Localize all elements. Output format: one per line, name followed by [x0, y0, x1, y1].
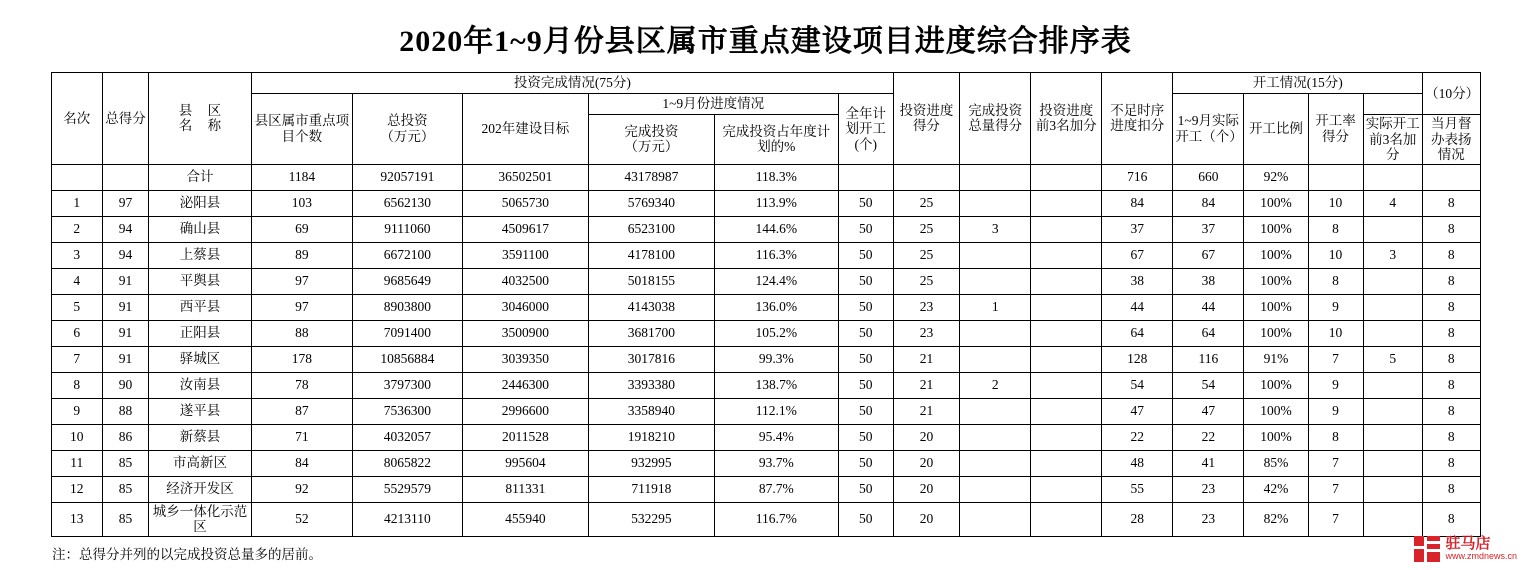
cell-total-invest: 7091400 [352, 320, 462, 346]
cell-target-2020: 5065730 [462, 190, 588, 216]
cell-progress-score: 50 [838, 502, 893, 536]
cell-rank: 8 [51, 372, 103, 398]
cell-supervision: 8 [1423, 398, 1480, 424]
cell-start-top3-bonus [1363, 216, 1423, 242]
cell-start-rate-score: 10 [1308, 320, 1363, 346]
cell-progress-score: 50 [838, 372, 893, 398]
cell-total-invest: 8065822 [352, 450, 462, 476]
cell-target-2020: 2446300 [462, 372, 588, 398]
cell-county: 确山县 [148, 216, 251, 242]
cell-start-top3-bonus: 4 [1363, 190, 1423, 216]
cell-total-score: 85 [103, 450, 149, 476]
cell-target-2020: 811331 [462, 476, 588, 502]
cell-target-2020: 3046000 [462, 294, 588, 320]
cell-plan-year: 28 [1102, 502, 1173, 536]
cell-done-pct: 138.7% [714, 372, 838, 398]
cell-supervision: 8 [1423, 216, 1480, 242]
cell-county: 遂平县 [148, 398, 251, 424]
group-extra-score: （10分） [1423, 73, 1480, 115]
cell-supervision: 8 [1423, 424, 1480, 450]
watermark [1414, 536, 1517, 562]
col-start-pct: 开工比例 [1244, 94, 1308, 165]
cell-total-score: 91 [103, 320, 149, 346]
cell-start-rate-score: 9 [1308, 294, 1363, 320]
cell-progress-score: 50 [838, 268, 893, 294]
cell-target-2020: 4032500 [462, 268, 588, 294]
cell-total-score: 85 [103, 476, 149, 502]
cell-progress-score: 50 [838, 424, 893, 450]
table-row [51, 346, 1480, 372]
watermark-url: www.zmdnews.cn [1445, 551, 1517, 562]
zmd-logo-icon [1414, 536, 1440, 562]
group-invest-completion: 投资完成情况(75分) [252, 73, 894, 94]
cell-rank: 12 [51, 476, 103, 502]
table-row [51, 164, 1480, 190]
cell-total-invest: 4032057 [352, 424, 462, 450]
cell-done-pct: 95.4% [714, 424, 838, 450]
cell-done-invest: 932995 [588, 450, 714, 476]
col-volume-score: 完成投资总量得分 [960, 73, 1031, 165]
cell-top3-bonus [960, 242, 1031, 268]
cell-deduction [1031, 346, 1102, 372]
cell-county: 西平县 [148, 294, 251, 320]
cell-deduction [1031, 320, 1102, 346]
cell-plan-year: 48 [1102, 450, 1173, 476]
cell-plan-year: 47 [1102, 398, 1173, 424]
cell-target-2020: 2011528 [462, 424, 588, 450]
cell-top3-bonus [960, 476, 1031, 502]
col-county-name: 县 区 名 称 [148, 73, 251, 165]
cell-progress-score: 50 [838, 346, 893, 372]
cell-done-invest: 43178987 [588, 164, 714, 190]
cell-done-invest: 4143038 [588, 294, 714, 320]
table-note: 注：总得分并列的以完成投资总量多的居前。 [52, 546, 322, 562]
cell-progress-score [838, 164, 893, 190]
cell-total-invest: 6562130 [352, 190, 462, 216]
cell-supervision: 8 [1423, 476, 1480, 502]
cell-plan-year: 128 [1102, 346, 1173, 372]
cell-start-pct: 91% [1244, 346, 1308, 372]
cell-deduction [1031, 216, 1102, 242]
cell-done-pct: 93.7% [714, 450, 838, 476]
cell-done-invest: 5018155 [588, 268, 714, 294]
cell-actual-start: 23 [1173, 476, 1244, 502]
cell-volume-score: 20 [893, 476, 959, 502]
cell-deduction [1031, 242, 1102, 268]
cell-rank: 3 [51, 242, 103, 268]
cell-start-pct: 100% [1244, 424, 1308, 450]
table-row [51, 450, 1480, 476]
cell-deduction [1031, 190, 1102, 216]
cell-top3-bonus [960, 190, 1031, 216]
table-row [51, 372, 1480, 398]
cell-county: 泌阳县 [148, 190, 251, 216]
cell-start-top3-bonus [1363, 294, 1423, 320]
cell-county: 正阳县 [148, 320, 251, 346]
cell-plan-year: 54 [1102, 372, 1173, 398]
table-row [51, 190, 1480, 216]
page-title: 2020年1~9月份县区属市重点建设项目进度综合排序表 [399, 25, 1132, 58]
table-row [51, 268, 1480, 294]
project-progress-table [51, 72, 1481, 537]
cell-rank [51, 164, 103, 190]
cell-top3-bonus [960, 502, 1031, 536]
cell-proj-count: 71 [252, 424, 353, 450]
cell-progress-score: 50 [838, 320, 893, 346]
cell-volume-score: 23 [893, 320, 959, 346]
cell-deduction [1031, 502, 1102, 536]
cell-total-invest: 7536300 [352, 398, 462, 424]
cell-supervision: 8 [1423, 346, 1480, 372]
cell-rank: 6 [51, 320, 103, 346]
col-done-invest: 完成投资 （万元） [588, 115, 714, 165]
cell-proj-count: 78 [252, 372, 353, 398]
cell-deduction [1031, 476, 1102, 502]
cell-actual-start: 47 [1173, 398, 1244, 424]
cell-county: 城乡一体化示范区 [148, 502, 251, 536]
cell-proj-count: 178 [252, 346, 353, 372]
cell-total-invest: 5529579 [352, 476, 462, 502]
cell-volume-score: 25 [893, 242, 959, 268]
cell-plan-year: 67 [1102, 242, 1173, 268]
cell-volume-score: 20 [893, 424, 959, 450]
cell-start-top3-bonus [1363, 476, 1423, 502]
group-start-situation: 开工情况(15分) [1173, 73, 1423, 94]
cell-start-pct: 100% [1244, 294, 1308, 320]
cell-county: 汝南县 [148, 372, 251, 398]
cell-total-score: 88 [103, 398, 149, 424]
cell-actual-start: 660 [1173, 164, 1244, 190]
table-row [51, 242, 1480, 268]
cell-done-pct: 124.4% [714, 268, 838, 294]
col-done-pct: 完成投资占年度计划的% [714, 115, 838, 165]
col-total-score: 总得分 [103, 73, 149, 165]
cell-progress-score: 50 [838, 294, 893, 320]
cell-plan-year: 84 [1102, 190, 1173, 216]
cell-rank: 13 [51, 502, 103, 536]
cell-total-score: 94 [103, 242, 149, 268]
cell-actual-start: 22 [1173, 424, 1244, 450]
cell-done-invest: 532295 [588, 502, 714, 536]
cell-plan-year: 22 [1102, 424, 1173, 450]
cell-top3-bonus: 2 [960, 372, 1031, 398]
cell-start-rate-score: 7 [1308, 450, 1363, 476]
cell-volume-score: 23 [893, 294, 959, 320]
cell-deduction [1031, 294, 1102, 320]
cell-supervision [1423, 164, 1480, 190]
col-project-count: 县区属市重点项目个数 [252, 94, 353, 165]
cell-proj-count: 84 [252, 450, 353, 476]
cell-total-invest: 4213110 [352, 502, 462, 536]
cell-total-invest: 10856884 [352, 346, 462, 372]
cell-done-invest: 3681700 [588, 320, 714, 346]
cell-start-top3-bonus [1363, 164, 1423, 190]
cell-rank: 5 [51, 294, 103, 320]
cell-total-score: 97 [103, 190, 149, 216]
cell-plan-year: 38 [1102, 268, 1173, 294]
cell-rank: 11 [51, 450, 103, 476]
cell-proj-count: 103 [252, 190, 353, 216]
cell-progress-score: 50 [838, 190, 893, 216]
cell-volume-score: 25 [893, 190, 959, 216]
cell-volume-score: 25 [893, 216, 959, 242]
group-progress-sub: 1~9月份进度情况 [588, 94, 838, 115]
cell-supervision: 8 [1423, 294, 1480, 320]
cell-total-invest: 6672100 [352, 242, 462, 268]
cell-county: 市高新区 [148, 450, 251, 476]
cell-plan-year: 44 [1102, 294, 1173, 320]
cell-target-2020: 3500900 [462, 320, 588, 346]
cell-county: 合计 [148, 164, 251, 190]
cell-start-rate-score: 10 [1308, 190, 1363, 216]
cell-done-invest: 6523100 [588, 216, 714, 242]
cell-top3-bonus [960, 450, 1031, 476]
cell-proj-count: 97 [252, 294, 353, 320]
cell-total-score [103, 164, 149, 190]
cell-supervision: 8 [1423, 190, 1480, 216]
cell-start-top3-bonus [1363, 502, 1423, 536]
cell-done-pct: 144.6% [714, 216, 838, 242]
cell-done-invest: 4178100 [588, 242, 714, 268]
cell-actual-start: 23 [1173, 502, 1244, 536]
cell-done-pct: 87.7% [714, 476, 838, 502]
cell-total-score: 91 [103, 268, 149, 294]
cell-rank: 10 [51, 424, 103, 450]
cell-proj-count: 69 [252, 216, 353, 242]
cell-done-invest: 1918210 [588, 424, 714, 450]
cell-proj-count: 97 [252, 268, 353, 294]
cell-actual-start: 41 [1173, 450, 1244, 476]
cell-actual-start: 44 [1173, 294, 1244, 320]
cell-total-invest: 8903800 [352, 294, 462, 320]
cell-start-top3-bonus [1363, 424, 1423, 450]
cell-actual-start: 37 [1173, 216, 1244, 242]
cell-start-top3-bonus [1363, 372, 1423, 398]
cell-county: 驿城区 [148, 346, 251, 372]
cell-top3-bonus: 1 [960, 294, 1031, 320]
cell-plan-year: 55 [1102, 476, 1173, 502]
cell-top3-bonus [960, 346, 1031, 372]
cell-start-pct: 100% [1244, 268, 1308, 294]
col-start-top3-bonus: 实际开工前3名加分 [1363, 115, 1423, 165]
cell-actual-start: 64 [1173, 320, 1244, 346]
cell-start-top3-bonus [1363, 268, 1423, 294]
header-group-row [51, 73, 1480, 94]
cell-total-score: 85 [103, 502, 149, 536]
cell-volume-score [893, 164, 959, 190]
cell-target-2020: 36502501 [462, 164, 588, 190]
cell-start-rate-score: 10 [1308, 242, 1363, 268]
cell-start-top3-bonus: 3 [1363, 242, 1423, 268]
cell-target-2020: 3591100 [462, 242, 588, 268]
cell-top3-bonus [960, 398, 1031, 424]
cell-supervision: 8 [1423, 502, 1480, 536]
cell-top3-bonus [960, 164, 1031, 190]
cell-start-pct: 92% [1244, 164, 1308, 190]
cell-volume-score: 21 [893, 346, 959, 372]
cell-start-pct: 100% [1244, 190, 1308, 216]
cell-target-2020: 455940 [462, 502, 588, 536]
cell-start-pct: 100% [1244, 242, 1308, 268]
cell-done-pct: 99.3% [714, 346, 838, 372]
cell-proj-count: 88 [252, 320, 353, 346]
cell-start-top3-bonus [1363, 320, 1423, 346]
cell-start-pct: 100% [1244, 372, 1308, 398]
cell-done-invest: 3017816 [588, 346, 714, 372]
table-row [51, 476, 1480, 502]
col-target-2020: 202年建设目标 [462, 94, 588, 165]
col-supervision: 当月督办表扬情况 [1423, 115, 1480, 165]
cell-plan-year: 37 [1102, 216, 1173, 242]
cell-deduction [1031, 398, 1102, 424]
cell-county: 经济开发区 [148, 476, 251, 502]
cell-total-score: 91 [103, 294, 149, 320]
cell-total-score: 94 [103, 216, 149, 242]
cell-deduction [1031, 268, 1102, 294]
cell-top3-bonus [960, 320, 1031, 346]
cell-top3-bonus [960, 268, 1031, 294]
cell-done-pct: 105.2% [714, 320, 838, 346]
cell-done-pct: 136.0% [714, 294, 838, 320]
cell-start-rate-score: 7 [1308, 502, 1363, 536]
cell-proj-count: 87 [252, 398, 353, 424]
col-deduction: 不足时序进度扣分 [1102, 73, 1173, 165]
cell-proj-count: 92 [252, 476, 353, 502]
table-row [51, 294, 1480, 320]
cell-rank: 2 [51, 216, 103, 242]
cell-supervision: 8 [1423, 268, 1480, 294]
cell-county: 新蔡县 [148, 424, 251, 450]
cell-actual-start: 54 [1173, 372, 1244, 398]
cell-done-invest: 5769340 [588, 190, 714, 216]
cell-total-score: 86 [103, 424, 149, 450]
cell-volume-score: 20 [893, 450, 959, 476]
cell-supervision: 8 [1423, 372, 1480, 398]
cell-total-invest: 9685649 [352, 268, 462, 294]
cell-done-invest: 3358940 [588, 398, 714, 424]
cell-plan-year: 64 [1102, 320, 1173, 346]
cell-rank: 4 [51, 268, 103, 294]
cell-county: 平舆县 [148, 268, 251, 294]
col-total-invest: 总投资 （万元） [352, 94, 462, 165]
cell-volume-score: 21 [893, 398, 959, 424]
col-actual-start: 1~9月实际开工（个） [1173, 94, 1244, 165]
cell-progress-score: 50 [838, 476, 893, 502]
table-row [51, 398, 1480, 424]
cell-deduction [1031, 450, 1102, 476]
cell-total-invest: 9111060 [352, 216, 462, 242]
cell-start-top3-bonus: 5 [1363, 346, 1423, 372]
col-top3-bonus: 投资进度前3名加分 [1031, 73, 1102, 165]
cell-start-rate-score: 9 [1308, 398, 1363, 424]
cell-deduction [1031, 424, 1102, 450]
col-plan-year: 全年计划开工(个) [838, 94, 893, 165]
cell-start-pct: 42% [1244, 476, 1308, 502]
cell-actual-start: 67 [1173, 242, 1244, 268]
cell-start-pct: 85% [1244, 450, 1308, 476]
col-start-rate-score: 开工率得分 [1308, 94, 1363, 165]
cell-total-score: 91 [103, 346, 149, 372]
cell-done-invest: 711918 [588, 476, 714, 502]
cell-start-rate-score [1308, 164, 1363, 190]
table-row [51, 424, 1480, 450]
cell-start-rate-score: 8 [1308, 268, 1363, 294]
cell-deduction [1031, 372, 1102, 398]
cell-volume-score: 21 [893, 372, 959, 398]
table-body [51, 164, 1480, 536]
cell-target-2020: 995604 [462, 450, 588, 476]
cell-start-rate-score: 9 [1308, 372, 1363, 398]
cell-supervision: 8 [1423, 320, 1480, 346]
cell-start-top3-bonus [1363, 398, 1423, 424]
cell-volume-score: 25 [893, 268, 959, 294]
cell-total-invest: 92057191 [352, 164, 462, 190]
cell-total-score: 90 [103, 372, 149, 398]
cell-done-pct: 118.3% [714, 164, 838, 190]
cell-done-pct: 112.1% [714, 398, 838, 424]
cell-start-pct: 100% [1244, 320, 1308, 346]
cell-start-pct: 100% [1244, 398, 1308, 424]
cell-progress-score: 50 [838, 398, 893, 424]
cell-supervision: 8 [1423, 242, 1480, 268]
cell-done-pct: 116.7% [714, 502, 838, 536]
col-progress-score: 投资进度得分 [893, 73, 959, 165]
cell-actual-start: 84 [1173, 190, 1244, 216]
cell-deduction [1031, 164, 1102, 190]
header-sub-row [51, 94, 1480, 115]
cell-target-2020: 2996600 [462, 398, 588, 424]
cell-start-rate-score: 7 [1308, 476, 1363, 502]
cell-target-2020: 3039350 [462, 346, 588, 372]
cell-top3-bonus [960, 424, 1031, 450]
watermark-text [1445, 536, 1517, 561]
cell-start-pct: 100% [1244, 216, 1308, 242]
cell-start-pct: 82% [1244, 502, 1308, 536]
cell-progress-score: 50 [838, 242, 893, 268]
cell-plan-year: 716 [1102, 164, 1173, 190]
cell-start-top3-bonus [1363, 450, 1423, 476]
cell-proj-count: 89 [252, 242, 353, 268]
cell-volume-score: 20 [893, 502, 959, 536]
cell-actual-start: 116 [1173, 346, 1244, 372]
table-row [51, 502, 1480, 536]
cell-progress-score: 50 [838, 450, 893, 476]
cell-done-pct: 113.9% [714, 190, 838, 216]
cell-actual-start: 38 [1173, 268, 1244, 294]
cell-start-rate-score: 7 [1308, 346, 1363, 372]
table-row [51, 216, 1480, 242]
cell-done-invest: 3393380 [588, 372, 714, 398]
cell-rank: 1 [51, 190, 103, 216]
cell-rank: 9 [51, 398, 103, 424]
table-row [51, 320, 1480, 346]
cell-start-rate-score: 8 [1308, 216, 1363, 242]
cell-start-rate-score: 8 [1308, 424, 1363, 450]
cell-done-pct: 116.3% [714, 242, 838, 268]
cell-county: 上蔡县 [148, 242, 251, 268]
cell-proj-count: 52 [252, 502, 353, 536]
cell-supervision: 8 [1423, 450, 1480, 476]
cell-top3-bonus: 3 [960, 216, 1031, 242]
cell-target-2020: 4509617 [462, 216, 588, 242]
watermark-name: 驻马店 [1445, 535, 1491, 553]
cell-total-invest: 3797300 [352, 372, 462, 398]
cell-proj-count: 1184 [252, 164, 353, 190]
cell-rank: 7 [51, 346, 103, 372]
col-rank: 名次 [51, 73, 103, 165]
cell-progress-score: 50 [838, 216, 893, 242]
